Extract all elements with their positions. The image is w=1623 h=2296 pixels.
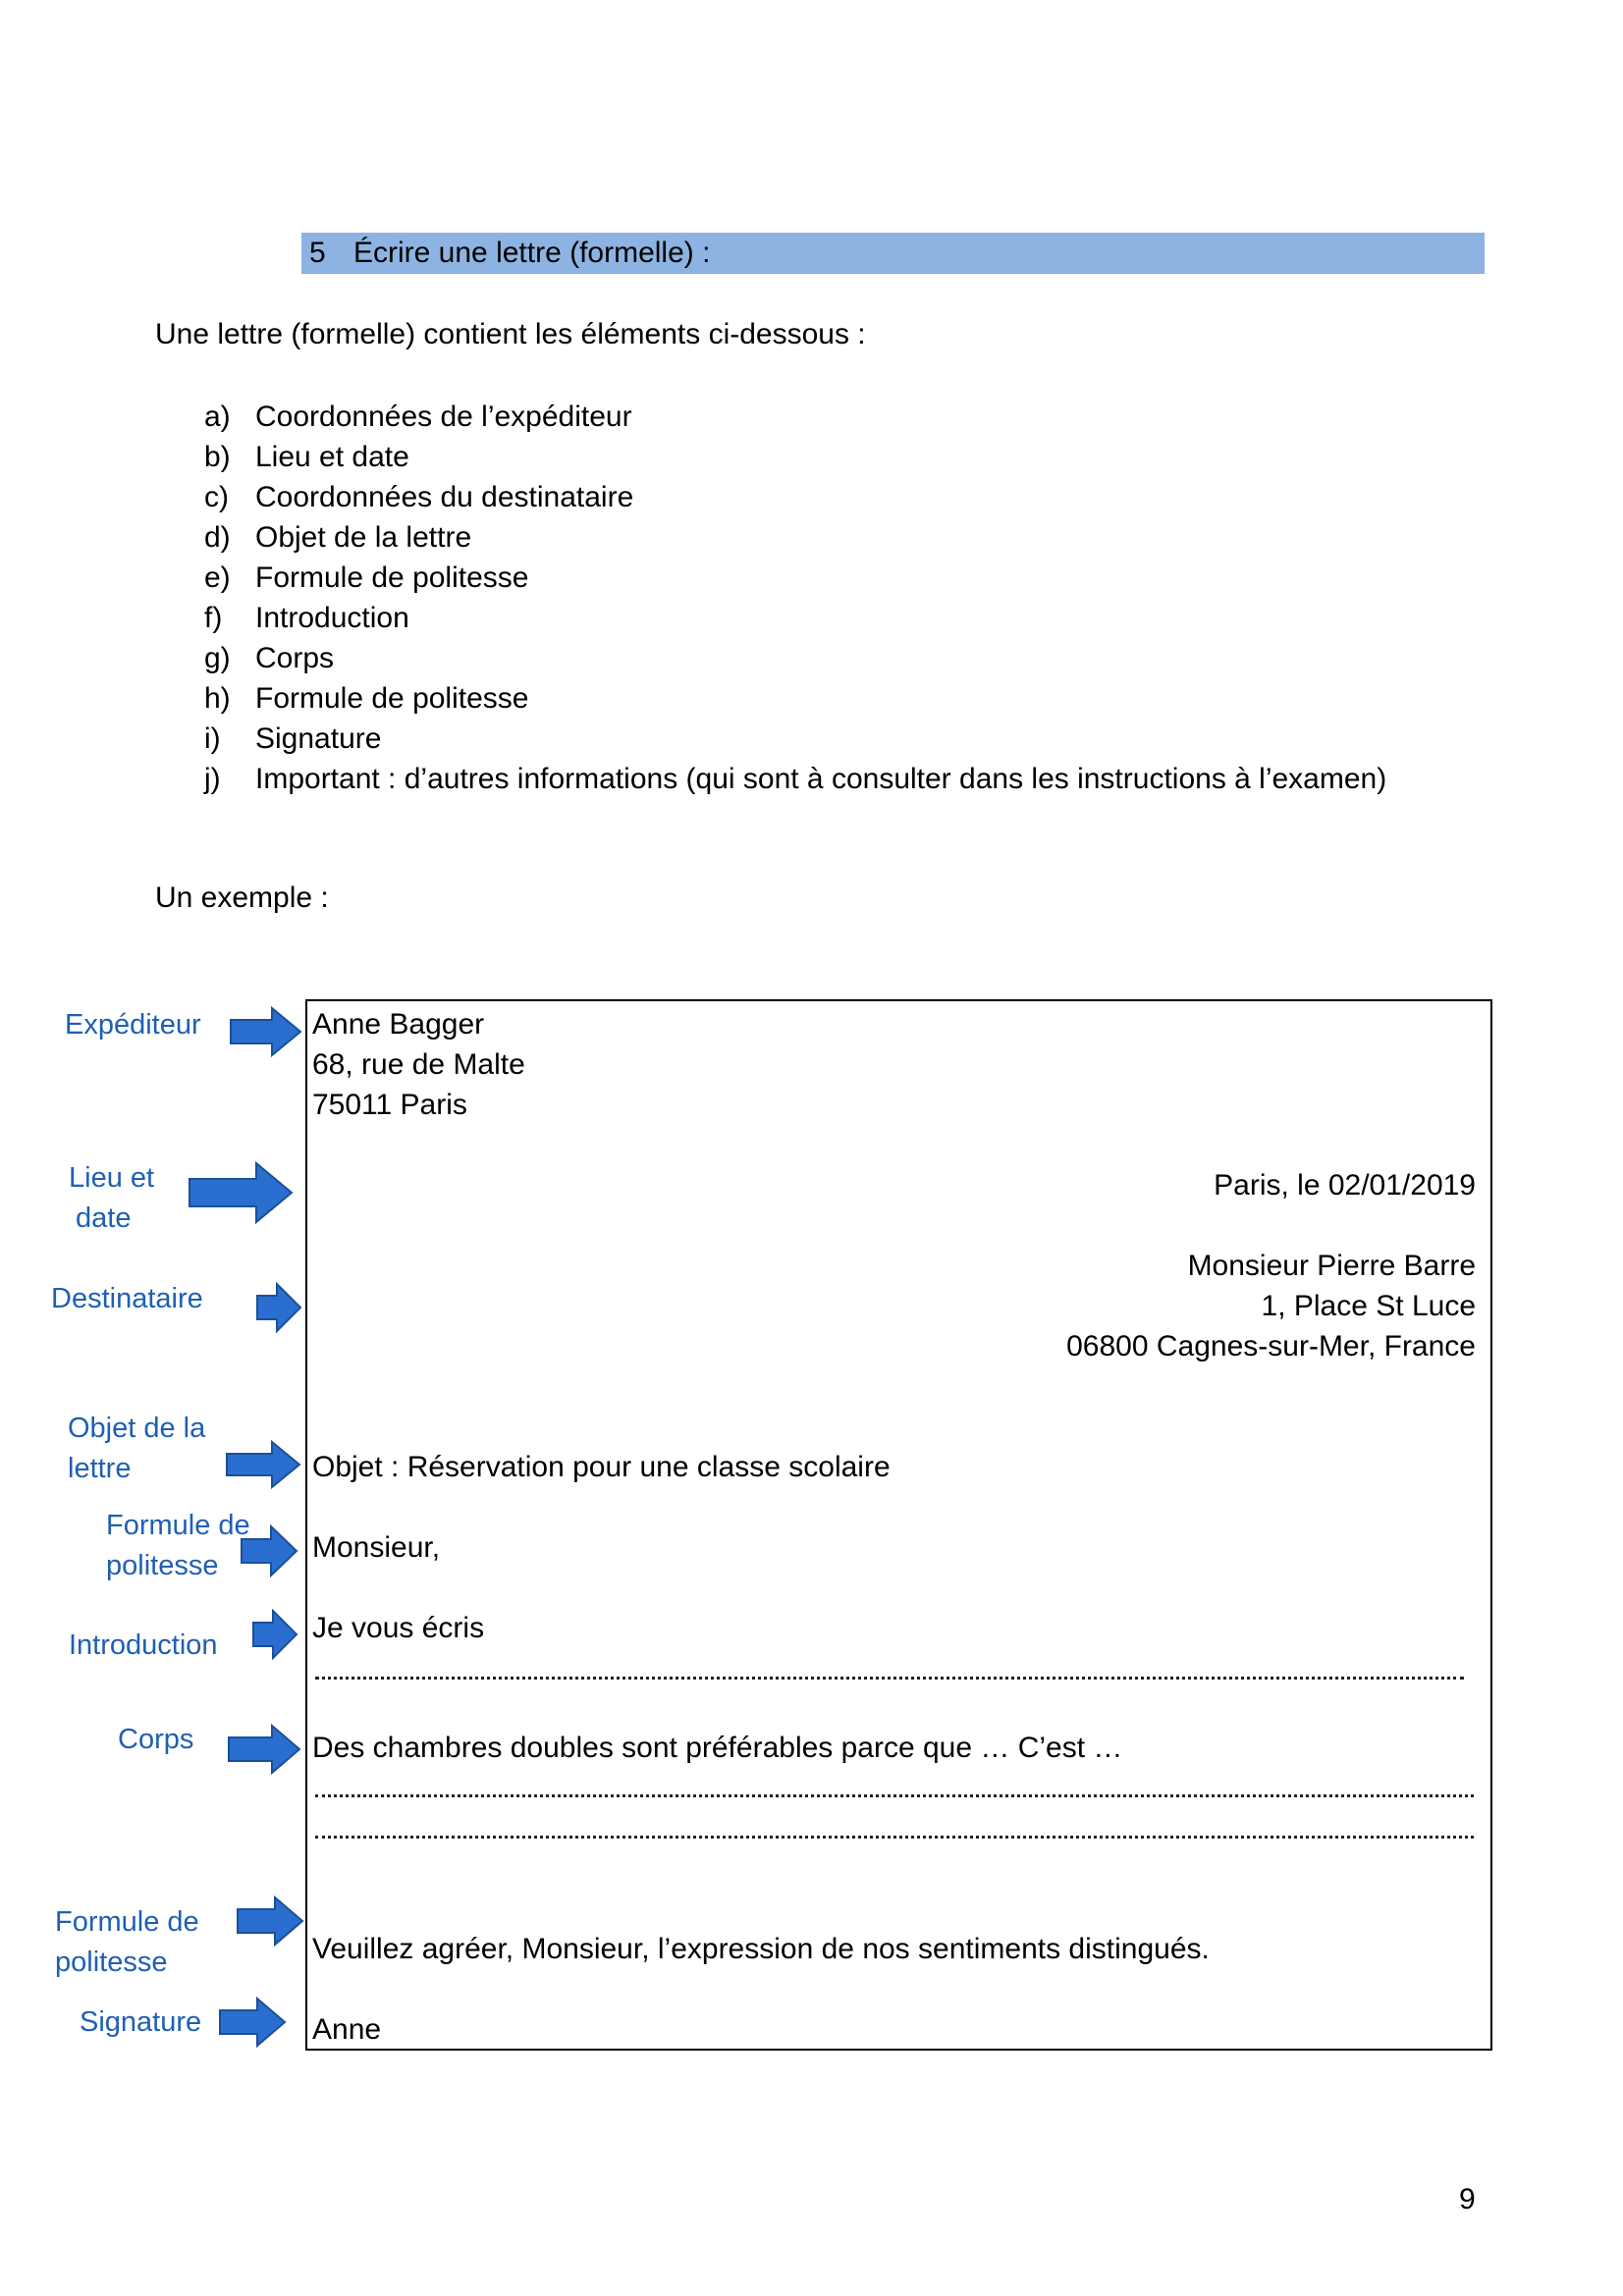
recipient-street: 1, Place St Luce — [1261, 1290, 1476, 1322]
list-item-text: Signature — [255, 722, 382, 755]
intro-text: Une lettre (formelle) contient les éléments ci-dessous : — [155, 318, 866, 350]
arrow-right-icon — [218, 1997, 287, 2048]
label-lieu-line2: date — [76, 1202, 132, 1234]
list-item-letter: h) — [204, 682, 231, 715]
sender-city: 75011 Paris — [312, 1089, 467, 1121]
list-item-text: Coordonnées du destinataire — [255, 481, 634, 513]
label-destinataire: Destinataire — [51, 1283, 203, 1314]
list-item-letter: i) — [204, 722, 221, 755]
closing-formula: Veuillez agréer, Monsieur, l’expression de nos sentiments distingués. — [312, 1933, 1210, 1965]
section-title: Écrire une lettre (formelle) : — [353, 237, 711, 269]
label-introduction: Introduction — [69, 1629, 218, 1661]
label-formule1-line2: politesse — [106, 1550, 219, 1581]
example-letter — [305, 999, 1492, 2051]
list-item-letter: j) — [204, 763, 221, 795]
label-lieu-line1: Lieu et — [69, 1162, 155, 1194]
list-item-letter: d) — [204, 521, 231, 554]
example-label: Un exemple : — [155, 881, 329, 914]
label-corps: Corps — [118, 1724, 194, 1755]
list-item-letter: f) — [204, 602, 223, 634]
list-item-text: Corps — [255, 642, 335, 674]
arrow-right-icon — [251, 1609, 298, 1660]
label-expediteur: Expéditeur — [65, 1009, 201, 1041]
list-item-letter: g) — [204, 642, 231, 674]
dotted-line — [315, 1794, 1474, 1797]
list-item-letter: a) — [204, 400, 231, 433]
label-formule2-line1: Formule de — [55, 1906, 199, 1938]
list-item-text: Lieu et date — [255, 441, 409, 473]
sender-name: Anne Bagger — [312, 1008, 485, 1041]
arrow-right-icon — [236, 1896, 304, 1947]
label-signature: Signature — [80, 2006, 202, 2038]
page-number: 9 — [1459, 2183, 1476, 2216]
label-formule2-line2: politesse — [55, 1947, 168, 1978]
letter-signature: Anne — [312, 2013, 382, 2046]
section-number: 5 — [309, 237, 326, 269]
arrow-right-icon — [229, 1006, 302, 1057]
salutation: Monsieur, — [312, 1531, 441, 1564]
arrow-right-icon — [240, 1524, 298, 1577]
sender-street: 68, rue de Malte — [312, 1048, 525, 1081]
place-date: Paris, le 02/01/2019 — [1214, 1169, 1476, 1201]
subject-line: Objet : Réservation pour une classe scolaire — [312, 1451, 891, 1483]
section-heading-bar — [301, 233, 1485, 274]
list-item-text: Introduction — [255, 602, 409, 634]
arrow-right-icon — [225, 1440, 301, 1489]
dotted-line — [315, 1836, 1474, 1839]
list-item-text: Formule de politesse — [255, 682, 529, 715]
label-formule1-line1: Formule de — [106, 1510, 250, 1541]
arrow-right-icon — [255, 1282, 302, 1333]
list-item-text: Important : d’autres informations (qui sont à consulter dans les instructions à l’examen) — [255, 763, 1387, 795]
list-item-text: Objet de la lettre — [255, 521, 472, 554]
list-item-letter: c) — [204, 481, 229, 513]
recipient-name: Monsieur Pierre Barre — [1187, 1250, 1476, 1282]
recipient-city: 06800 Cagnes-sur-Mer, France — [1066, 1330, 1476, 1362]
dotted-line — [315, 1677, 1464, 1680]
list-item-text: Formule de politesse — [255, 561, 529, 594]
arrow-right-icon — [227, 1724, 301, 1775]
body-text: Des chambres doubles sont préférables parce que … C’est … — [312, 1732, 1123, 1764]
label-objet-line2: lettre — [68, 1453, 132, 1484]
list-item-letter: e) — [204, 561, 231, 594]
list-item-letter: b) — [204, 441, 231, 473]
label-objet-line1: Objet de la — [68, 1413, 206, 1444]
list-item-text: Coordonnées de l’expéditeur — [255, 400, 632, 433]
introduction-text: Je vous écris — [312, 1612, 485, 1644]
arrow-right-icon — [188, 1161, 294, 1224]
